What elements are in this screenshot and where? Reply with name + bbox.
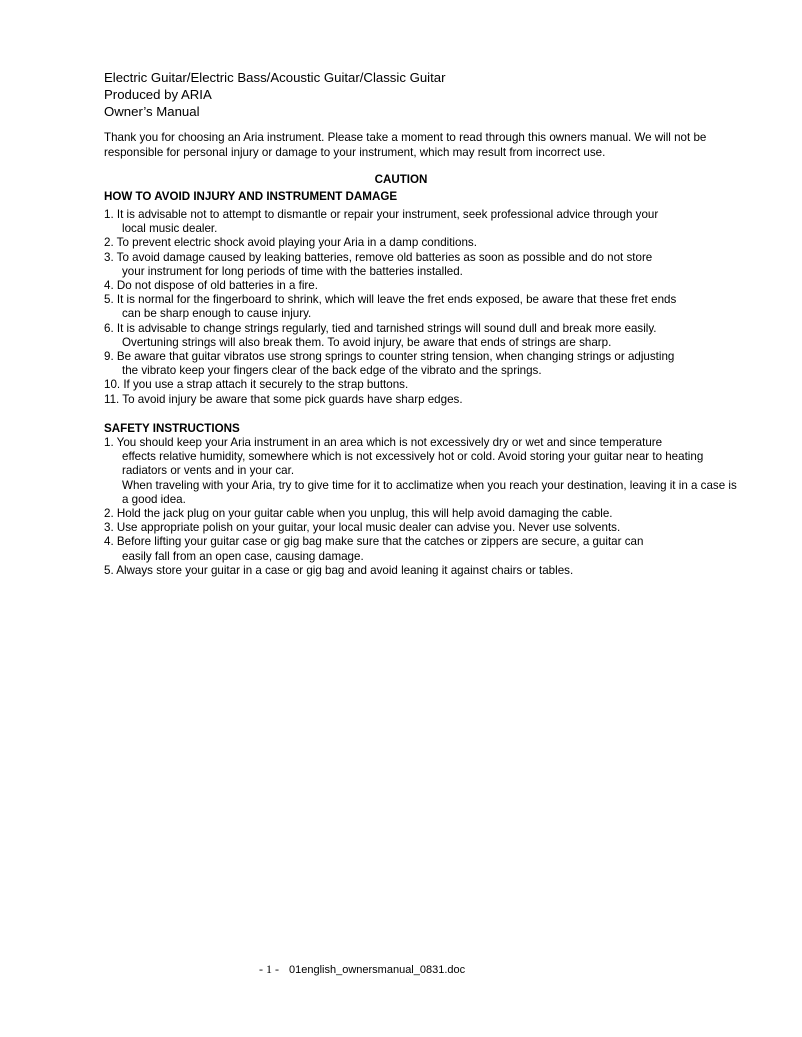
intro-paragraph: Thank you for choosing an Aria instrument. Please take a moment to read through this owners manual. We will not be responsible for personal injury or damage to your instrument, which may result from incorrect use. [104,131,707,159]
list-item: 5. Always store your guitar in a case or gig bag and avoid leaning it against chairs or tables. [104,563,574,577]
list-item: 2. Hold the jack plug on your guitar cable when you unplug, this will help avoid damaging the cable. [104,507,613,521]
list-item: When traveling with your Aria, try to give time for it to acclimatize when you reach your destination, leaving it in a case is a good idea. [122,478,737,506]
header-product-line: Electric Guitar/Electric Bass/Acoustic Guitar/Classic Guitar [104,70,446,85]
list-item: 5. It is normal for the fingerboard to shrink, which will leave the fret ends exposed, be aware that these fret ends can be sharp enough to cause injury. [104,293,677,321]
list-item: 2. To prevent electric shock avoid playing your Aria in a damp conditions. [104,236,477,250]
list-item: 4. Do not dispose of old batteries in a fire. [104,279,318,293]
list-item: 4. Before lifting your guitar case or gig bag make sure that the catches or zippers are secure, a guitar can easily fall from an open case, causing damage. [104,535,644,563]
safety-heading: SAFETY INSTRUCTIONS [104,422,240,435]
list-item: 1. You should keep your Aria instrument in an area which is not excessively dry or wet and since temperature effects relative humidity, somewhere which is not excessively hot or cold. Avoid storing your guitar near to heating radiators or vents and in your car. [104,436,704,478]
list-item: 10. If you use a strap attach it securely to the strap buttons. [104,378,409,392]
list-item: 1. It is advisable not to attempt to dismantle or repair your instrument, seek professional advice through your local music dealer. [104,208,659,236]
list-item: 6. It is advisable to change strings regularly, tied and tarnished strings will sound dull and break more easily. Overtuning strings will also break them. To avoid injury, be aware that ends of strings are sharp. [104,321,657,349]
list-item: 3. Use appropriate polish on your guitar, your local music dealer can advise you. Never use solvents. [104,521,621,535]
list-item: 11. To avoid injury be aware that some pick guards have sharp edges. [104,392,463,406]
document-header [104,69,446,120]
footer-filename: 01english_ownersmanual_0831.doc [289,964,466,976]
injury-heading: HOW TO AVOID INJURY AND INSTRUMENT DAMAGE [104,190,398,203]
list-item: 9. Be aware that guitar vibratos use strong springs to counter string tension, when changing strings or adjusting the vibrato keep your fingers clear of the back edge of the vibrato and the springs. [104,350,675,378]
list-item: 3. To avoid damage caused by leaking batteries, remove old batteries as soon as possible and do not store your instrument for long periods of time with the batteries installed. [104,250,653,278]
page-footer [259,962,465,977]
header-producer: Produced by ARIA [104,87,212,102]
injury-list [104,208,744,407]
page-number: - 1 - [259,962,279,976]
safety-list [104,436,744,578]
caution-title: CAUTION [374,173,428,186]
header-title: Owner’s Manual [104,104,200,119]
